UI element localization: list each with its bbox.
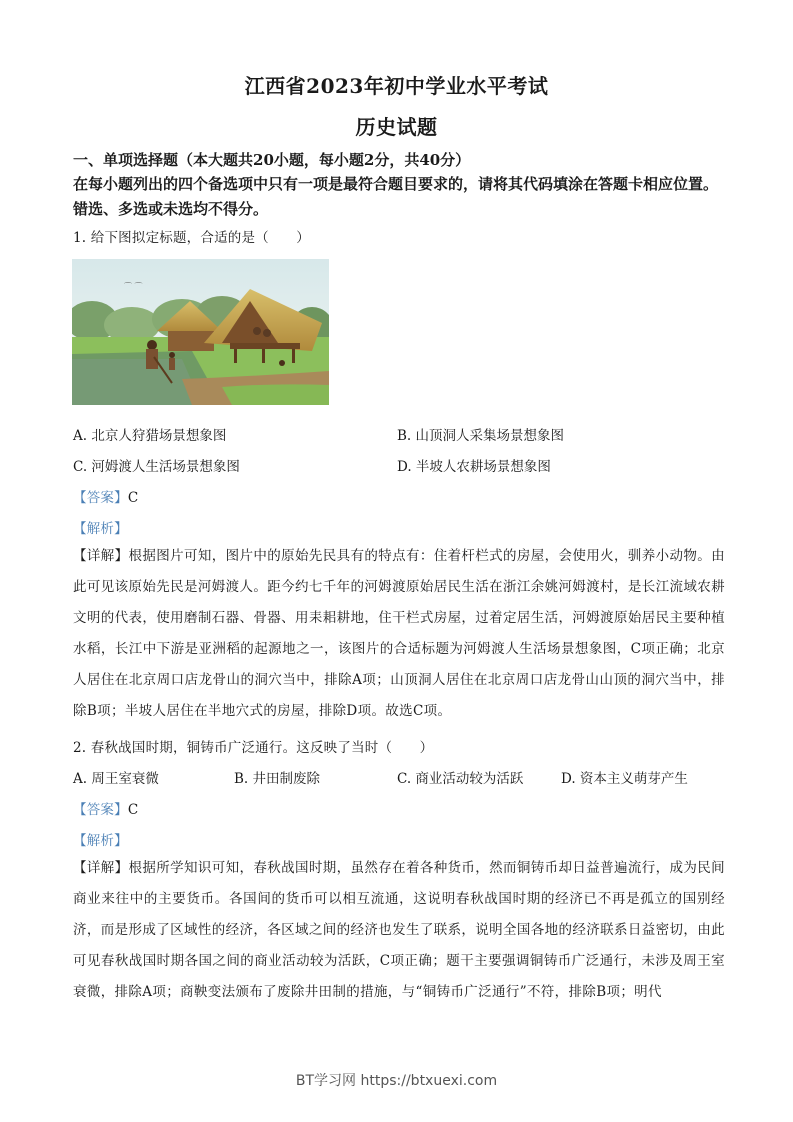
detail-label: 【详解】 [73, 548, 129, 564]
question-1-detail [73, 541, 725, 727]
answer-label: 【答案】 [73, 490, 128, 506]
question-2-option-a: A. 周王室衰微 [73, 771, 159, 787]
question-1-stem: 1. 给下图拟定标题，合适的是（ ） [73, 230, 310, 246]
svg-text:⌒ ⌒: ⌒ ⌒ [124, 282, 143, 291]
detail-label: 【详解】 [73, 860, 129, 876]
question-2-detail [73, 853, 725, 1008]
question-1-answer [73, 486, 138, 506]
question-1-option-c: C. 河姆渡人生活场景想象图 [73, 459, 240, 475]
watermark-footer: BT学习网 https://btxuexi.com [295, 1073, 498, 1089]
detail-text: 根据所学知识可知，春秋战国时期，虽然存在着各种货币，然而铜铸币却日益普遍流行，成为民间商业来往中的主要货币。各国间的货币可以相互流通，这说明春秋战国时期的经济已不再是孤立的国别经济，而是形成了区域性的经济，各区域之间的经济也发生了联系，说明全国各地的经济联系日益密切，由此可见春秋战国时期各国之间的商业活动较为活跃，C项正确；题干主要强调铜铸币广泛通行，未涉及周王室衰微，排除A项；商鞅变法颁布了废除井田制的措施，与“铜铸币广泛通行”不符，排除B项；明代 [73, 860, 725, 1000]
question-2-option-d: D. 资本主义萌芽产生 [561, 771, 688, 787]
question-2-analysis-label [73, 829, 128, 849]
answer-value: C [127, 490, 139, 506]
question-1-option-b: B. 山顶洞人采集场景想象图 [397, 428, 565, 444]
question-2-stem: 2. 春秋战国时期，铜铸币广泛通行。这反映了当时（ ） [73, 740, 434, 756]
hemudu-village-illustration [72, 259, 329, 405]
question-1-analysis-label [73, 517, 128, 537]
question-2-option-b: B. 井田制废除 [234, 771, 321, 787]
question-2-option-c: C. 商业活动较为活跃 [397, 771, 524, 787]
section-instructions: 在每小题列出的四个备选项中只有一项是最符合题目要求的，请将其代码填涂在答题卡相应位置。错选、多选或未选均不得分。 [73, 175, 719, 218]
question-2-answer [73, 798, 138, 818]
hemudu-scene-image [72, 259, 329, 405]
section-heading: 一、单项选择题（本大题共20小题，每小题2分，共40分） [73, 151, 471, 169]
question-1-option-a: A. 北京人狩猎场景想象图 [73, 428, 227, 444]
answer-label: 【答案】 [73, 802, 128, 818]
detail-text: 根据图片可知，图片中的原始先民具有的特点有：住着杆栏式的房屋，会使用火，驯养小动物。由此可见该原始先民是河姆渡人。距今约七千年的河姆渡原始居民生活在浙江余姚河姆渡村，是长江流域农耕文明的代表，使用磨制石器、骨器、用耒耜耕地，住干栏式房屋，过着定居生活，河姆渡原始居民主要种植水稻，长江中下游是亚洲稻的起源地之一，该图片的合适标题为河姆渡人生活场景想象图，C项正确；北京人居住在北京周口店龙骨山的洞穴当中，排除A项；山顶洞人居住在北京周口店龙骨山山顶的洞穴当中，排除B项；半坡人居住在半地穴式的房屋，排除D项。故选C项。 [73, 548, 725, 719]
answer-value: C [127, 802, 139, 818]
analysis-label: 【解析】 [73, 521, 128, 537]
exam-title: 江西省2023年初中学业水平考试 [244, 74, 549, 98]
analysis-label: 【解析】 [73, 833, 128, 849]
exam-subtitle: 历史试题 [355, 115, 438, 139]
question-1-option-d: D. 半坡人农耕场景想象图 [397, 459, 551, 475]
